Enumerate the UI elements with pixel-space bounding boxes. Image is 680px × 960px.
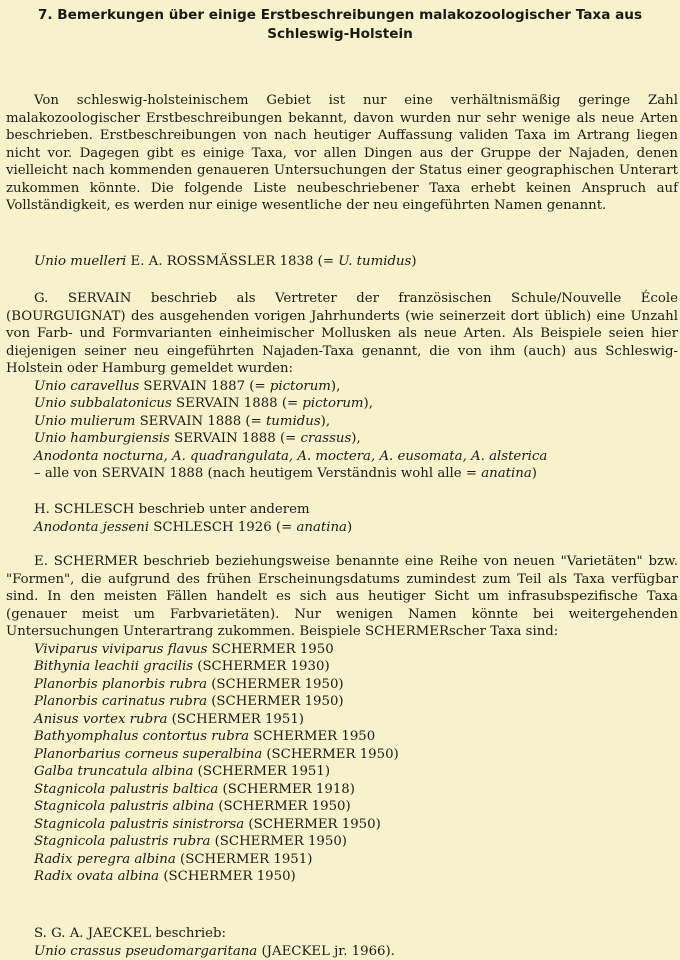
taxon-author: E. A. ROSSMÄSSLER 1838 (= [126, 254, 339, 269]
schlesch-block [6, 501, 678, 536]
taxon-name: Planorbis planorbis rubra [34, 676, 208, 692]
taxon-name: Stagnicola palustris baltica [34, 781, 219, 797]
section-heading [30, 6, 650, 44]
taxon-author: (SCHERMER 1950) [244, 816, 381, 832]
taxon-close: ) [411, 254, 417, 269]
servain-taxon-line [6, 378, 678, 396]
taxon-author: (SCHERMER 1950) [159, 869, 296, 884]
taxon-name: Unio caravellus [34, 378, 140, 394]
taxon-name: Anodonta jesseni [34, 519, 150, 535]
schermer-taxon-line [6, 711, 678, 729]
taxon-line [6, 519, 678, 537]
summary-close: ) [531, 466, 537, 481]
taxon-name: Unio crassus pseudomargaritana [34, 943, 258, 959]
taxon-synonym: crassus [300, 431, 352, 446]
taxon-author: SCHERMER 1950 [207, 641, 334, 657]
schermer-paragraph: E. SCHERMER beschrieb beziehungsweise benannte eine Reihe von neuen "Varietäten" bzw. "Formen", die aufgrund des frühen Erscheinungsdatums zumindest zum Teil als Taxa verfügbar sind. In den meisten Fällen handelt es sich aus heutiger Sicht um infrasubspezifische Taxa (genauer meist um Farbvarietäten). Nur wenigen Namen könnte bei weitergehenden Untersuchungen Unterartrang zukommen. Beispiele SCHERMERscher Taxa sind: [6, 554, 678, 639]
taxon-line [6, 943, 678, 960]
taxon-author: (SCHERMER 1951) [175, 851, 313, 867]
taxon-synonym: pictorum [269, 378, 331, 394]
taxon-name: Radix peregra albina [34, 851, 176, 867]
servain-taxon-line [6, 395, 678, 413]
taxon-author: SCHERMER 1950 [249, 729, 376, 744]
taxon-author: SERVAIN 1887 (= [139, 378, 270, 394]
servain-block [6, 290, 678, 483]
taxon-close: ), [363, 396, 373, 411]
taxon-name: Planorbis carinatus rubra [34, 694, 208, 709]
taxon-author: (SCHERMER 1950) [214, 799, 351, 814]
taxon-author: (SCHERMER 1950) [262, 746, 399, 762]
servain-taxon-line [6, 413, 678, 431]
taxon-close: ), [330, 378, 341, 394]
jaeckel-text: S. G. A. JAECKEL beschrieb: [34, 926, 226, 941]
taxon-name: Unio muelleri [34, 254, 127, 269]
summary-synonym: anatina [481, 466, 532, 481]
schermer-block [6, 553, 678, 886]
taxon-author: (SCHERMER 1951) [167, 711, 304, 727]
schermer-taxon-line [6, 781, 678, 799]
taxon-author: (SCHERMER 1951) [193, 764, 331, 779]
taxon-name: Stagnicola palustris rubra [34, 834, 211, 849]
taxon-name: Unio mulierum [34, 413, 136, 429]
taxon-synonym: pictorum [302, 396, 364, 411]
taxon-name: Bithynia leachii gracilis [34, 659, 194, 674]
schermer-taxon-line [6, 868, 678, 886]
taxon-author: SCHLESCH 1926 (= [149, 519, 297, 535]
taxon-synonym: tumidus [265, 413, 321, 429]
taxon-name: Viviparus viviparus flavus [34, 641, 208, 657]
taxon-name: Unio hamburgiensis [34, 431, 170, 446]
schermer-taxon-line [6, 641, 678, 659]
taxon-synonym: U. tumidus [338, 254, 412, 269]
schermer-taxon-line [6, 816, 678, 834]
schermer-taxon-line [6, 798, 678, 816]
taxon-author: (JAECKEL jr. 1966). [257, 943, 395, 959]
taxon-author: (SCHERMER 1950) [207, 694, 344, 709]
taxon-synonym: anatina [296, 519, 347, 535]
servain-list [6, 378, 678, 448]
servain-summary-line [6, 465, 678, 483]
taxon-author: (SCHERMER 1950) [210, 834, 347, 849]
taxon-name: Galba truncatula albina [34, 764, 194, 779]
taxon-author: SERVAIN 1888 (= [171, 396, 303, 411]
taxon-author: (SCHERMER 1918) [218, 781, 355, 797]
taxon-author: (SCHERMER 1950) [207, 676, 344, 692]
schermer-taxon-line [6, 851, 678, 869]
servain-taxon-line [6, 430, 678, 448]
rossmaessler-entry [6, 253, 678, 271]
taxon-author: SERVAIN 1888 (= [135, 413, 266, 429]
taxon-name: Bathyomphalus contortus rubra [34, 729, 249, 744]
taxon-line [6, 253, 678, 271]
schermer-taxon-line [6, 676, 678, 694]
taxon-close: ) [346, 519, 353, 535]
taxon-name: Stagnicola palustris albina [34, 799, 215, 814]
taxon-author: SERVAIN 1888 (= [169, 431, 301, 446]
taxon-name: Anisus vortex rubra [34, 711, 168, 727]
servain-anodonta-line [6, 448, 678, 466]
taxon-author: (SCHERMER 1930) [193, 659, 330, 674]
intro-block [6, 92, 678, 215]
taxon-name: Radix ovata albina [34, 869, 160, 884]
schermer-taxon-line [6, 693, 678, 711]
intro-paragraph: Von schleswig-holsteinischem Gebiet ist nur eine verhältnismäßig geringe Zahl malakozoologischer Erstbeschreibungen bekannt, davon wurden nur sehr wenige als neue Arten beschrieben. Erstbeschreibungen von nach heutiger Auffassung validen Taxa im Artrang liegen nicht vor. Dagegen gibt es einige Taxa, vor allen Dingen aus der Gruppe der Najaden, denen vielleicht nach kommenden genaueren Untersuchungen der Status einer geographischen Unterart zukommen könnte. Die folgende Liste neubeschriebener Taxa erhebt keinen Anspruch auf Vollständigkeit, es werden nur einige wesentliche der neu eingeführten Namen genannt. [6, 93, 678, 213]
heading-line-1: 7. Bemerkungen über einige Erstbeschreibungen malakozoologischer Taxa aus [37, 7, 643, 23]
taxon-name: Stagnicola palustris sinistrorsa [34, 816, 245, 832]
jaeckel-block [6, 925, 678, 960]
taxon-name: Anodonta nocturna, A. quadrangulata, A. moctera, A. eusomata, A. alsterica [34, 448, 548, 464]
schermer-taxon-line [6, 746, 678, 764]
schermer-taxon-line [6, 728, 678, 746]
servain-paragraph: G. SERVAIN beschrieb als Vertreter der französischen Schule/Nouvelle École (BOURGUIGNAT) des ausgehenden vorigen Jahrhunderts (wie seinerzeit dort üblich) eine Unzahl von Farb- und Formvarianten einheimischer Mollusken als neue Arten. Als Beispiele seien hier diejenigen seiner neu eingeführten Najaden-Taxa genannt, die von ihm (auch) aus Schleswig-Holstein oder Hamburg gemeldet wurden: [6, 291, 678, 376]
schlesch-text: H. SCHLESCH beschrieb unter anderem [34, 502, 310, 517]
schermer-list [6, 641, 678, 886]
schermer-taxon-line [6, 763, 678, 781]
schermer-taxon-line [6, 658, 678, 676]
taxon-name: Planorbarius corneus superalbina [34, 746, 263, 762]
heading-line-2: Schleswig-Holstein [267, 26, 413, 42]
summary-text: – alle von SERVAIN 1888 (nach heutigem Verständnis wohl alle = [34, 466, 482, 481]
taxon-close: ), [320, 413, 331, 429]
taxon-close: ), [351, 431, 361, 446]
schermer-taxon-line [6, 833, 678, 851]
taxon-name: Unio subbalatonicus [34, 396, 172, 411]
